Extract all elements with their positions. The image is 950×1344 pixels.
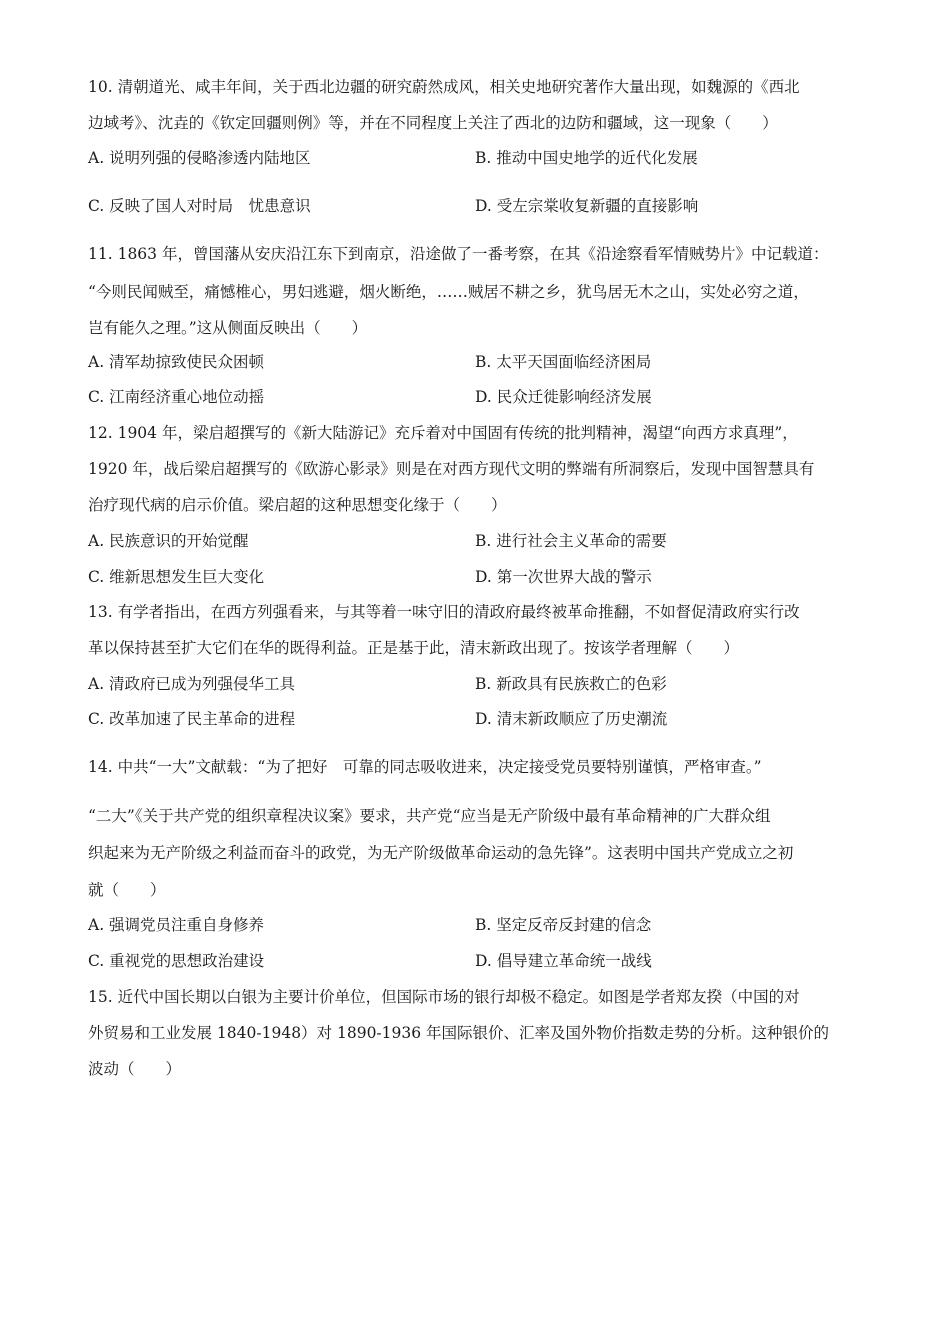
question-12-stem-line-3: 治疗现代病的启示价值。梁启超的这种思想变化缘于（ ） bbox=[88, 496, 507, 514]
question-10-stem-line-2: 边域考》、沈垚的《钦定回疆则例》等，并在不同程度上关注了西北的边防和疆域，这一现象（ ） bbox=[88, 114, 778, 132]
question-14-option-b[interactable]: B. 坚定反帝反封建的信念 bbox=[475, 916, 652, 934]
question-11-stem-line-1: 11. 1863 年，曾国藩从安庆沿江东下到南京，沿途做了一番考察，在其《沿途察看军情贼势片》中记载道： bbox=[88, 245, 829, 263]
question-14-option-d[interactable]: D. 倡导建立革命统一战线 bbox=[475, 952, 652, 970]
question-12-option-a[interactable]: A. 民族意识的开始觉醒 bbox=[88, 532, 249, 550]
question-10-option-b[interactable]: B. 推动中国史地学的近代化发展 bbox=[475, 149, 698, 167]
question-11-option-d[interactable]: D. 民众迁徙影响经济发展 bbox=[475, 388, 652, 406]
question-12-option-c[interactable]: C. 维新思想发生巨大变化 bbox=[88, 568, 265, 586]
question-11-stem-line-3: 岂有能久之理。”这从侧面反映出（ ） bbox=[88, 319, 368, 337]
question-10-option-d[interactable]: D. 受左宗棠收复新疆的直接影响 bbox=[475, 197, 699, 215]
question-15-stem-line-1: 15. 近代中国长期以白银为主要计价单位，但国际市场的银行却极不稳定。如图是学者郑友揆（中国的对 bbox=[88, 988, 800, 1006]
question-10-option-a[interactable]: A. 说明列强的侵略渗透内陆地区 bbox=[88, 149, 311, 167]
question-13-option-d[interactable]: D. 清末新政顺应了历史潮流 bbox=[475, 710, 668, 728]
question-10-option-c[interactable]: C. 反映了国人对时局 忧患意识 bbox=[88, 197, 311, 215]
question-13-stem-line-2: 革以保持甚至扩大它们在华的既得利益。正是基于此，清末新政出现了。按该学者理解（ ） bbox=[88, 639, 740, 657]
question-11-option-b[interactable]: B. 太平天国面临经济困局 bbox=[475, 353, 652, 371]
question-14-stem-line-2: “二大”《关于共产党的组织章程决议案》要求，共产党“应当是无产阶级中最有革命精神的广大群众组 bbox=[88, 807, 771, 825]
question-15-stem-line-3: 波动（ ） bbox=[88, 1060, 182, 1078]
question-13-option-b[interactable]: B. 新政具有民族救亡的色彩 bbox=[475, 675, 667, 693]
question-12-option-b[interactable]: B. 进行社会主义革命的需要 bbox=[475, 532, 667, 550]
question-14-stem-line-1: 14. 中共“一大”文献载：“为了把好 可靠的同志吸收进来，决定接受党员要特别谨慎，严格审查。” bbox=[88, 758, 762, 776]
question-10-stem-line-1: 10. 清朝道光、咸丰年间，关于西北边疆的研究蔚然成风，相关史地研究著作大量出现，如魏源的《西北 bbox=[88, 78, 800, 96]
question-12-option-d[interactable]: D. 第一次世界大战的警示 bbox=[475, 568, 652, 586]
question-14-option-c[interactable]: C. 重视党的思想政治建设 bbox=[88, 952, 265, 970]
question-13-option-a[interactable]: A. 清政府已成为列强侵华工具 bbox=[88, 675, 296, 693]
question-12-stem-line-2: 1920 年，战后梁启超撰写的《欧游心影录》则是在对西方现代文明的弊端有所洞察后，发现中国智慧具有 bbox=[88, 460, 815, 478]
question-13-option-c[interactable]: C. 改革加速了民主革命的进程 bbox=[88, 710, 296, 728]
question-12-stem-line-1: 12. 1904 年，梁启超撰写的《新大陆游记》充斥着对中国固有传统的批判精神，渴望“向西方求真理”， bbox=[88, 424, 798, 442]
question-14-stem-line-4: 就（ ） bbox=[88, 881, 166, 899]
question-14-stem-line-3: 织起来为无产阶级之利益而奋斗的政党，为无产阶级做革命运动的急先锋”。这表明中国共产党成立之初 bbox=[88, 844, 794, 862]
question-11-stem-line-2: “今则民闻贼至，痛憾椎心，男妇逃避，烟火断绝，……贼居不耕之乡，犹鸟居无木之山，实处必穷之道， bbox=[88, 283, 809, 301]
question-11-option-a[interactable]: A. 清军劫掠致使民众困顿 bbox=[88, 353, 265, 371]
question-15-stem-line-2: 外贸易和工业发展 1840-1948）对 1890-1936 年国际银价、汇率及国外物价指数走势的分析。这种银价的 bbox=[88, 1024, 830, 1042]
question-11-option-c[interactable]: C. 江南经济重心地位动摇 bbox=[88, 388, 265, 406]
question-14-option-a[interactable]: A. 强调党员注重自身修养 bbox=[88, 916, 265, 934]
question-13-stem-line-1: 13. 有学者指出，在西方列强看来，与其等着一味守旧的清政府最终被革命推翻，不如督促清政府实行改 bbox=[88, 603, 800, 621]
